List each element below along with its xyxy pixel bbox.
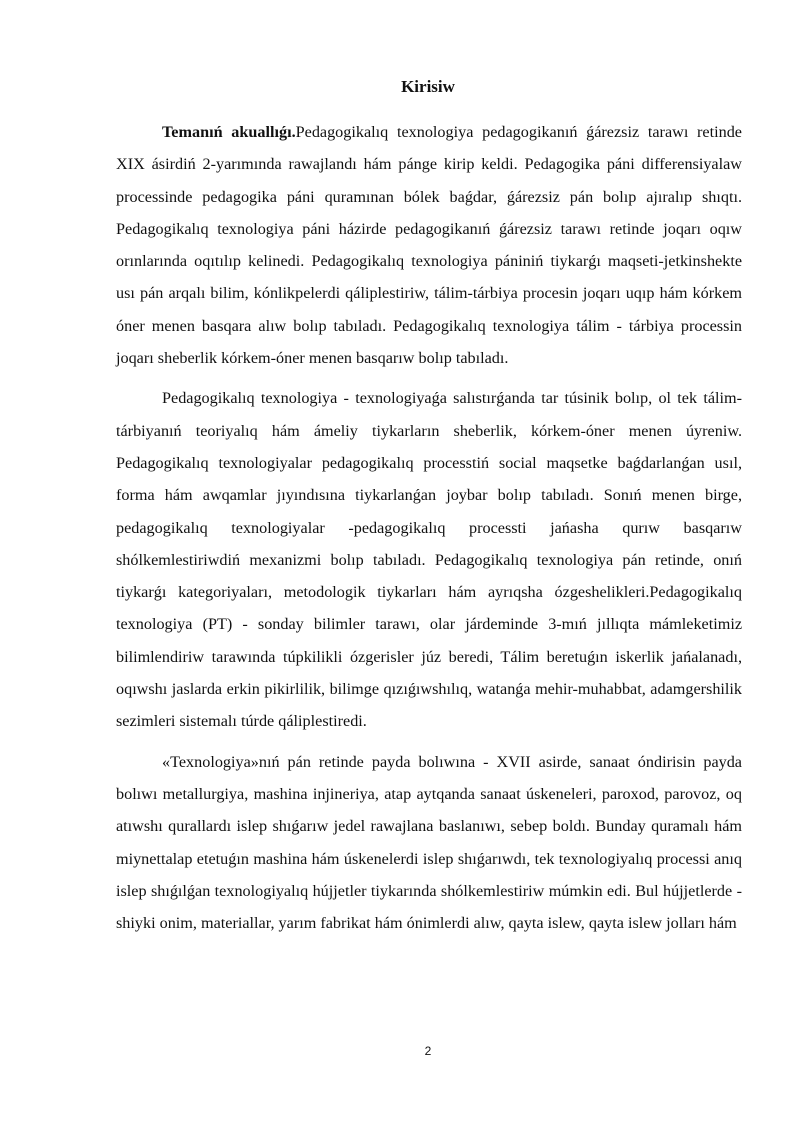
- paragraph-text: «Texnologiya»nıń pán retinde payda bolıwına - XVII asirde, sanaat óndirisin payda bolıwı metallurgiya, mashina injineriya, atap aytqanda sanaat úskeneleri, paroxod, parovoz, oq atıwshı qurallardı islep shıǵarıw jedel rawajlana baslanıwı, sebep boldı. Bunday quramalı hám miynettalap etetuǵın mashina hám úskenelerdi islep shıǵarıwdı, tek texnologiyalıq processi anıq islep shıǵılǵan texnologiyalıq hújjetler tiykarında shólkemlestiriw múmkin edi. Bul hújjetlerde - shiyki onim, materiallar, yarım fabrikat hám ónimlerdi alıw, qayta islew, qayta islew jolları hám: [116, 752, 742, 933]
- paragraph-text: Pedagogikalıq texnologiya - texnologiyaǵa salıstırǵanda tar túsinik bolıp, ol tek tálim-tárbiyanıń teoriyalıq hám ámeliy tiykarların sheberlik, kórkem-óner menen úyreniw. Pedagogikalıq texnologiyalar pedagogikalıq processtiń social maqsetke baǵdarlanǵan usıl, forma hám awqamlar jıyındısına tiykarlanǵan joybar bolıp tabıladı. Sonıń menen birge, pedagogikalıq texnologiyalar -pedagogikalıq processti jańasha qurıw basqarıw shólkemlestiriwdiń mexanizmi bolıp tabıladı. Pedagogikalıq texnologiya pán retinde, onıń tiykarǵı kategoriyaları, metodologik tiykarları hám ayrıqsha ózgeshelikleri.Pedagogikalıq texnologiya (PT) - sonday bilimler tarawı, olar járdeminde 3-mıń jıllıqta mámleketimiz bilimlendiriw tarawında túpkilikli ózgerisler júz beredi, Tálim beretuǵın iskerlik jańalanadı, oqıwshı jaslarda erkin pikirlilik, bilimge qızıǵıwshılıq, watanǵa mehir-muhabbat, adamgershilik sezimleri sistemalı túrde qáliplestiredi.: [116, 389, 742, 731]
- paragraph-text: Pedagogikalıq texnologiya pedagogikanıń ǵárezsiz tarawı retinde XIX ásirdiń 2-yarımında rawajlandı hám pánge kirip keldi. Pedagogika páni differensiyalaw processinde pedagogika páni quramınan bólek baǵdar, ǵárezsiz pán bolıp ajıralıp shıqtı. Pedagogikalıq texnologiya páni házirde pedagogikanıń ǵárezsiz tarawı retinde joqarı oqıw orınlarında oqıtılıp kelinedi. Pedagogikalıq texnologiya pániniń tiykarǵı maqseti-jetkinshekte usı pán arqalı bilim, kónlikpelerdi qáliplestiriw, tálim-tárbiya procesin joqarı uqıp hám kórkem óner menen basqara alıw bolıp tabıladı. Pedagogikalıq texnologiya tálim - tárbiya processin joqarı sheberlik kórkem-óner menen basqarıw bolıp tabıladı.: [116, 123, 742, 368]
- page-title: Kirisiw: [401, 77, 455, 96]
- body-text: [116, 116, 742, 947]
- paragraph: [116, 382, 742, 737]
- paragraph: [116, 746, 742, 940]
- paragraph: [116, 116, 742, 374]
- page-number: 2: [424, 1044, 432, 1058]
- paragraph-lead: Temanıń akuallıǵı.: [162, 123, 296, 141]
